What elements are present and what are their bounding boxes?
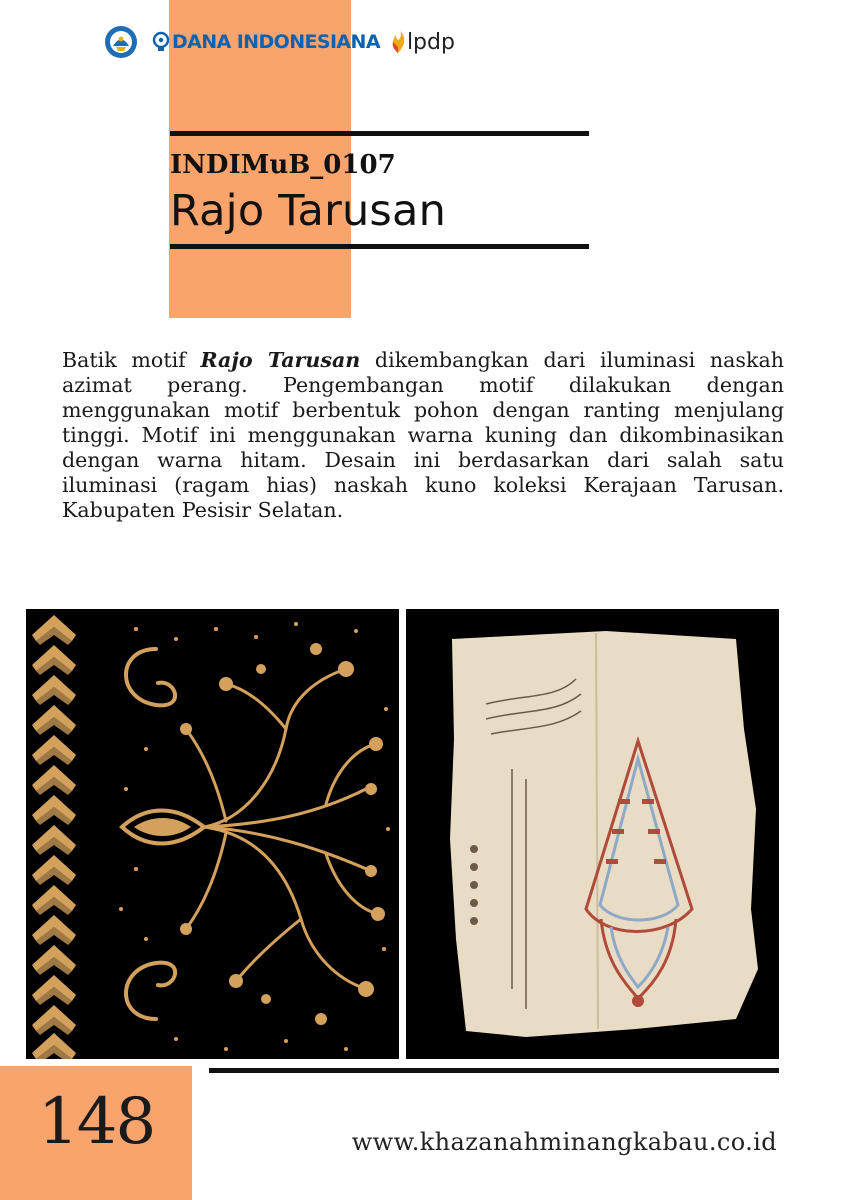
lightbulb-icon — [152, 31, 170, 53]
title-top-rule — [170, 131, 589, 136]
lpdp-logo — [390, 30, 455, 55]
tut-wuri-handayani-emblem-icon — [104, 25, 138, 59]
flame-icon — [390, 30, 406, 54]
batik-motif-photo — [26, 609, 399, 1059]
dana-indonesiana-label: DANA INDONESIANA — [172, 31, 380, 53]
lpdp-label: lpdp — [406, 29, 455, 55]
logo-bar — [104, 24, 455, 60]
footer-rule — [209, 1068, 779, 1073]
entry-code: INDIMuB_0107 — [170, 150, 396, 180]
dana-indonesiana-logo — [152, 31, 380, 53]
description-lead: Batik motif — [62, 347, 201, 372]
page-title: Rajo Tarusan — [170, 186, 447, 236]
website-url: www.khazanahminangkabau.co.id — [351, 1128, 777, 1156]
page-number: 148 — [38, 1085, 155, 1159]
description-body: dikembangkan dari iluminasi naskah azimat perang. Pengembangan motif dilakukan dengan menggunakan motif berbentuk pohon dengan ranting menjulang tinggi. Motif ini menggunakan warna kuning dan dikombinasikan dengan warna hitam. Desain ini berdasarkan dari salah satu iluminasi (ragam hias) naskah kuno koleksi Kerajaan Tarusan. Kabupaten Pesisir Selatan. — [62, 347, 785, 522]
description-paragraph — [62, 348, 784, 523]
manuscript-illumination-photo — [406, 609, 779, 1059]
title-bottom-rule — [170, 244, 589, 249]
batik-motif-illustration — [26, 609, 399, 1059]
motif-name-emphasis: Rajo Tarusan — [200, 347, 361, 372]
manuscript-illustration — [406, 609, 779, 1059]
